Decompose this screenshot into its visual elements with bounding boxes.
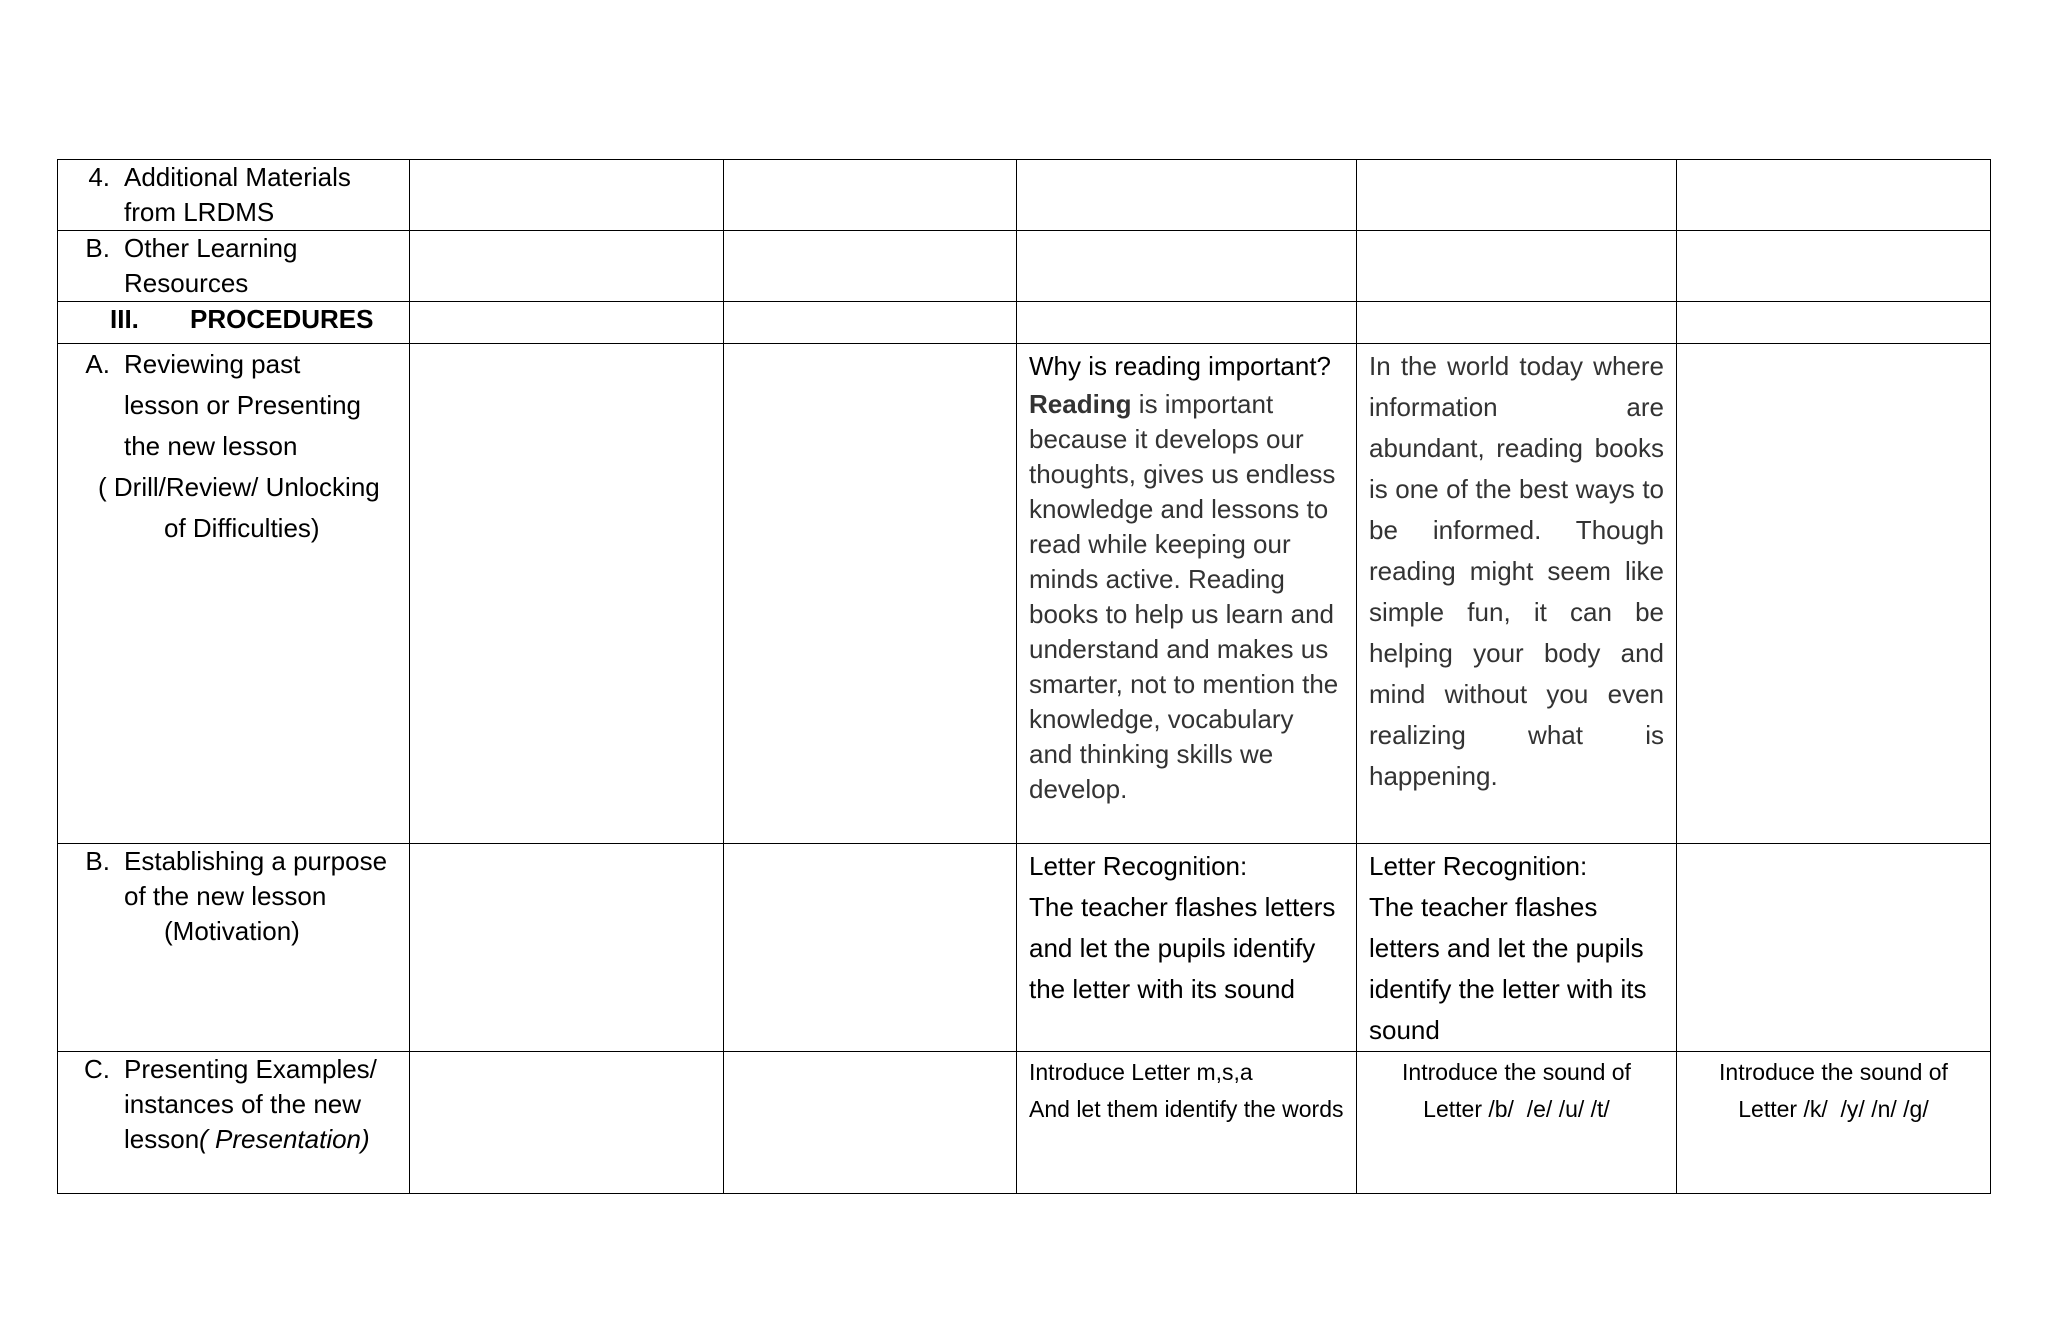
empty-cell	[1677, 344, 1991, 844]
reviewing-label-line: Reviewing past	[124, 349, 301, 379]
reading-world-cell	[1357, 344, 1677, 844]
introduce-sound-cell	[1357, 1052, 1677, 1194]
row-additional-materials	[58, 160, 1991, 231]
letter-recognition-cell	[1357, 844, 1677, 1052]
establishing-sub-line: (Motivation)	[164, 916, 300, 946]
label-cell	[58, 231, 410, 302]
item-marker: B.	[85, 846, 110, 876]
empty-cell	[724, 844, 1017, 1052]
introduce-sound-line: Introduce the sound of	[1402, 1059, 1631, 1085]
lesson-plan-table	[57, 159, 1991, 1194]
item-marker: A.	[85, 349, 110, 379]
additional-materials-label: Additional Materials from LRDMS	[124, 162, 351, 227]
letter-recognition-heading: Letter Recognition:	[1369, 851, 1588, 881]
empty-cell	[1357, 231, 1677, 302]
empty-cell	[1017, 231, 1357, 302]
introduce-sound-cell	[1677, 1052, 1991, 1194]
sound-letters-line: Letter /b/ /e/ /u/ /t/	[1423, 1096, 1610, 1122]
label-cell	[58, 160, 410, 231]
identify-words-line: And let them identify the words	[1029, 1096, 1344, 1122]
reading-importance-cell	[1017, 344, 1357, 844]
reviewing-sub-line-2: of Difficulties)	[164, 513, 320, 543]
empty-cell	[410, 344, 724, 844]
empty-cell	[724, 231, 1017, 302]
sound-letters-line: Letter /k/ /y/ /n/ /g/	[1738, 1096, 1929, 1122]
empty-cell	[1357, 302, 1677, 344]
procedures-label: PROCEDURES	[190, 304, 374, 334]
letter-recognition-text: The teacher flashes letters and let the pupils identify the letter with its sound	[1029, 892, 1336, 1004]
reviewing-sub-line: ( Drill/Review/ Unlocking	[98, 472, 380, 502]
procedures-heading	[58, 302, 409, 337]
reading-answer-body: is important because it develops our thoughts, gives us endless knowledge and lessons to read while keeping our minds active. Reading books to help us learn and understand and makes us smarter, not to mention the knowledge, vocabulary and thinking skills we develop.	[1029, 389, 1339, 804]
other-resources-label: Other Learning Resources	[124, 233, 298, 298]
reviewing-label-line: the new lesson	[124, 431, 298, 461]
reading-keyword: Reading	[1029, 389, 1132, 419]
row-presenting	[58, 1052, 1991, 1194]
reading-answer	[1029, 387, 1344, 807]
label-cell	[58, 1052, 410, 1194]
row-establishing	[58, 844, 1991, 1052]
establishing-label: Establishing a purpose of the new lesson	[124, 846, 388, 911]
reviewing-label-line: lesson or Presenting	[124, 390, 362, 420]
label-cell	[58, 302, 410, 344]
introduce-sound-line: Introduce the sound of	[1719, 1059, 1948, 1085]
presenting-label-italic: ( Presentation)	[199, 1124, 370, 1154]
letter-recognition-heading: Letter Recognition:	[1029, 851, 1248, 881]
row-other-resources	[58, 231, 1991, 302]
introduce-letters-cell	[1017, 1052, 1357, 1194]
empty-cell	[724, 1052, 1017, 1194]
item-marker: C.	[84, 1054, 110, 1084]
label-cell	[58, 344, 410, 844]
reading-world-text: In the world today where information are abundant, reading books is one of the best ways to be informed. Though reading might seem like simple fun, it can be helping your body and mind without you even realizing what is happening.	[1369, 351, 1664, 791]
presenting-label: Presenting Examples/ instances of the new lesson	[124, 1054, 377, 1154]
empty-cell	[1017, 160, 1357, 231]
label-cell	[58, 844, 410, 1052]
empty-cell	[1677, 844, 1991, 1052]
empty-cell	[410, 231, 724, 302]
empty-cell	[410, 844, 724, 1052]
empty-cell	[410, 160, 724, 231]
row-reviewing	[58, 344, 1991, 844]
roman-numeral: III.	[110, 304, 139, 334]
item-marker: B.	[85, 233, 110, 263]
reading-question: Why is reading important?	[1029, 351, 1332, 381]
empty-cell	[724, 302, 1017, 344]
empty-cell	[1017, 302, 1357, 344]
empty-cell	[1677, 302, 1991, 344]
row-procedures	[58, 302, 1991, 344]
empty-cell	[724, 344, 1017, 844]
item-marker: 4.	[88, 162, 110, 192]
introduce-letter-line: Introduce Letter m,s,a	[1029, 1059, 1253, 1085]
empty-cell	[1677, 160, 1991, 231]
empty-cell	[410, 302, 724, 344]
empty-cell	[410, 1052, 724, 1194]
letter-recognition-cell	[1017, 844, 1357, 1052]
letter-recognition-text: The teacher flashes letters and let the pupils identify the letter with its sound	[1369, 892, 1647, 1045]
empty-cell	[724, 160, 1017, 231]
empty-cell	[1357, 160, 1677, 231]
empty-cell	[1677, 231, 1991, 302]
